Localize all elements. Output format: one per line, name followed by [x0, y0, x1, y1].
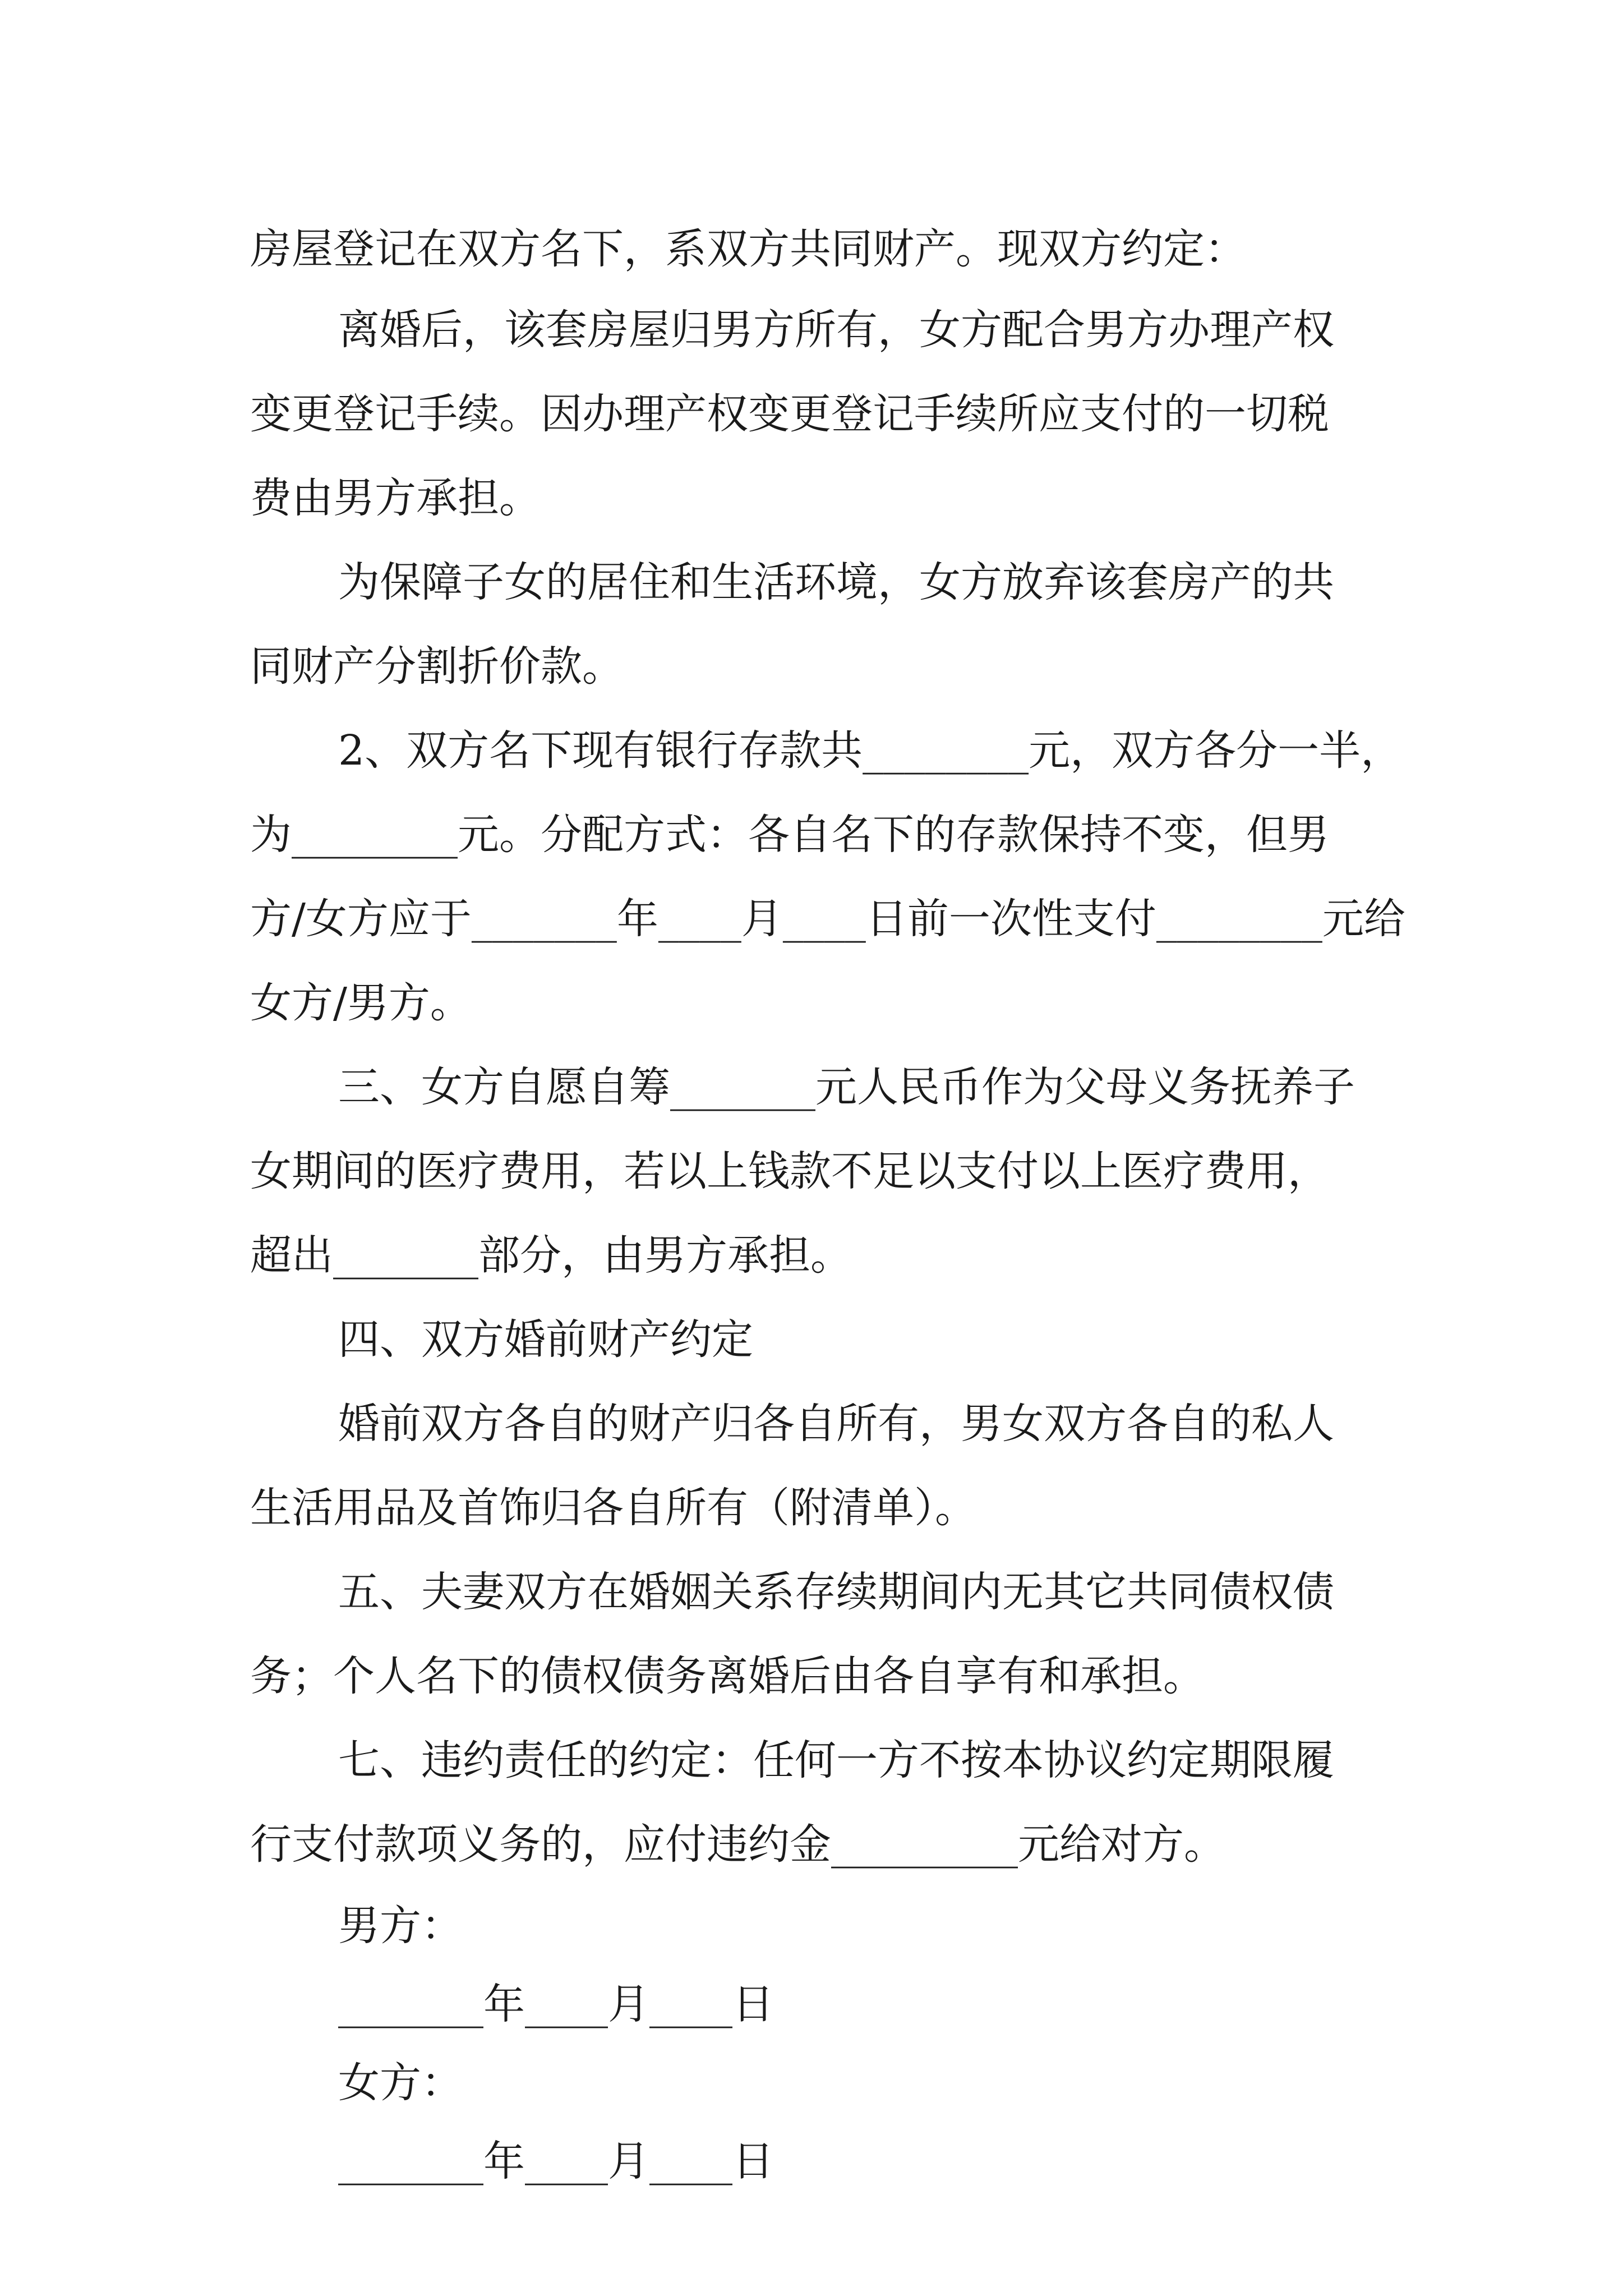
- text-line: 婚前双方各自的财产归各自所有，男女双方各自的私人: [338, 1400, 1334, 1448]
- text-line: 变更登记手续。因办理产权变更登记手续所应支付的一切税: [250, 390, 1329, 438]
- text-line: 三、女方自愿自筹_______元人民币作为父母义务抚养子: [338, 1063, 1355, 1111]
- text-line: 房屋登记在双方名下，系双方共同财产。现双方约定：: [250, 225, 1246, 273]
- text-line: 离婚后，该套房屋归男方所有，女方配合男方办理产权: [338, 306, 1334, 354]
- text-line: 行支付款项义务的，应付违约金_________元给对方。: [250, 1820, 1225, 1869]
- female-signature-date: _______年____月____日: [338, 2137, 774, 2185]
- text-line: 同财产分割折价款。: [250, 642, 624, 691]
- section-heading: 四、双方婚前财产约定: [338, 1315, 753, 1364]
- text-line: 为保障子女的居住和生活环境，女方放弃该套房产的共: [338, 558, 1334, 606]
- document-page: [250, 210, 1405, 2201]
- text-line: 方/女方应于_______年____月____日前一次性支付________元给: [250, 895, 1405, 943]
- text-line: 务；个人名下的债权债务离婚后由各自享有和承担。: [250, 1652, 1205, 1700]
- text-line: 七、违约责任的约定：任何一方不按本协议约定期限履: [338, 1736, 1334, 1784]
- text-line: 费由男方承担。: [250, 474, 541, 522]
- text-line: 生活用品及首饰归各自所有（附清单）。: [250, 1484, 976, 1532]
- male-signature-label: 男方：: [338, 1902, 463, 1950]
- text-line: 女期间的医疗费用，若以上钱款不足以支付以上医疗费用，: [250, 1147, 1329, 1195]
- text-line: 五、夫妻双方在婚姻关系存续期间内无其它共同债权债: [338, 1568, 1334, 1616]
- male-signature-date: _______年____月____日: [338, 1980, 774, 2028]
- text-line: 2、双方名下现有银行存款共________元，双方各分一半，: [338, 726, 1403, 775]
- text-line: 女方/男方。: [250, 979, 472, 1027]
- text-line: 为________元。分配方式：各自名下的存款保持不变，但男: [250, 811, 1329, 859]
- female-signature-label: 女方：: [338, 2059, 463, 2107]
- text-line: 超出_______部分，由男方承担。: [250, 1231, 852, 1280]
